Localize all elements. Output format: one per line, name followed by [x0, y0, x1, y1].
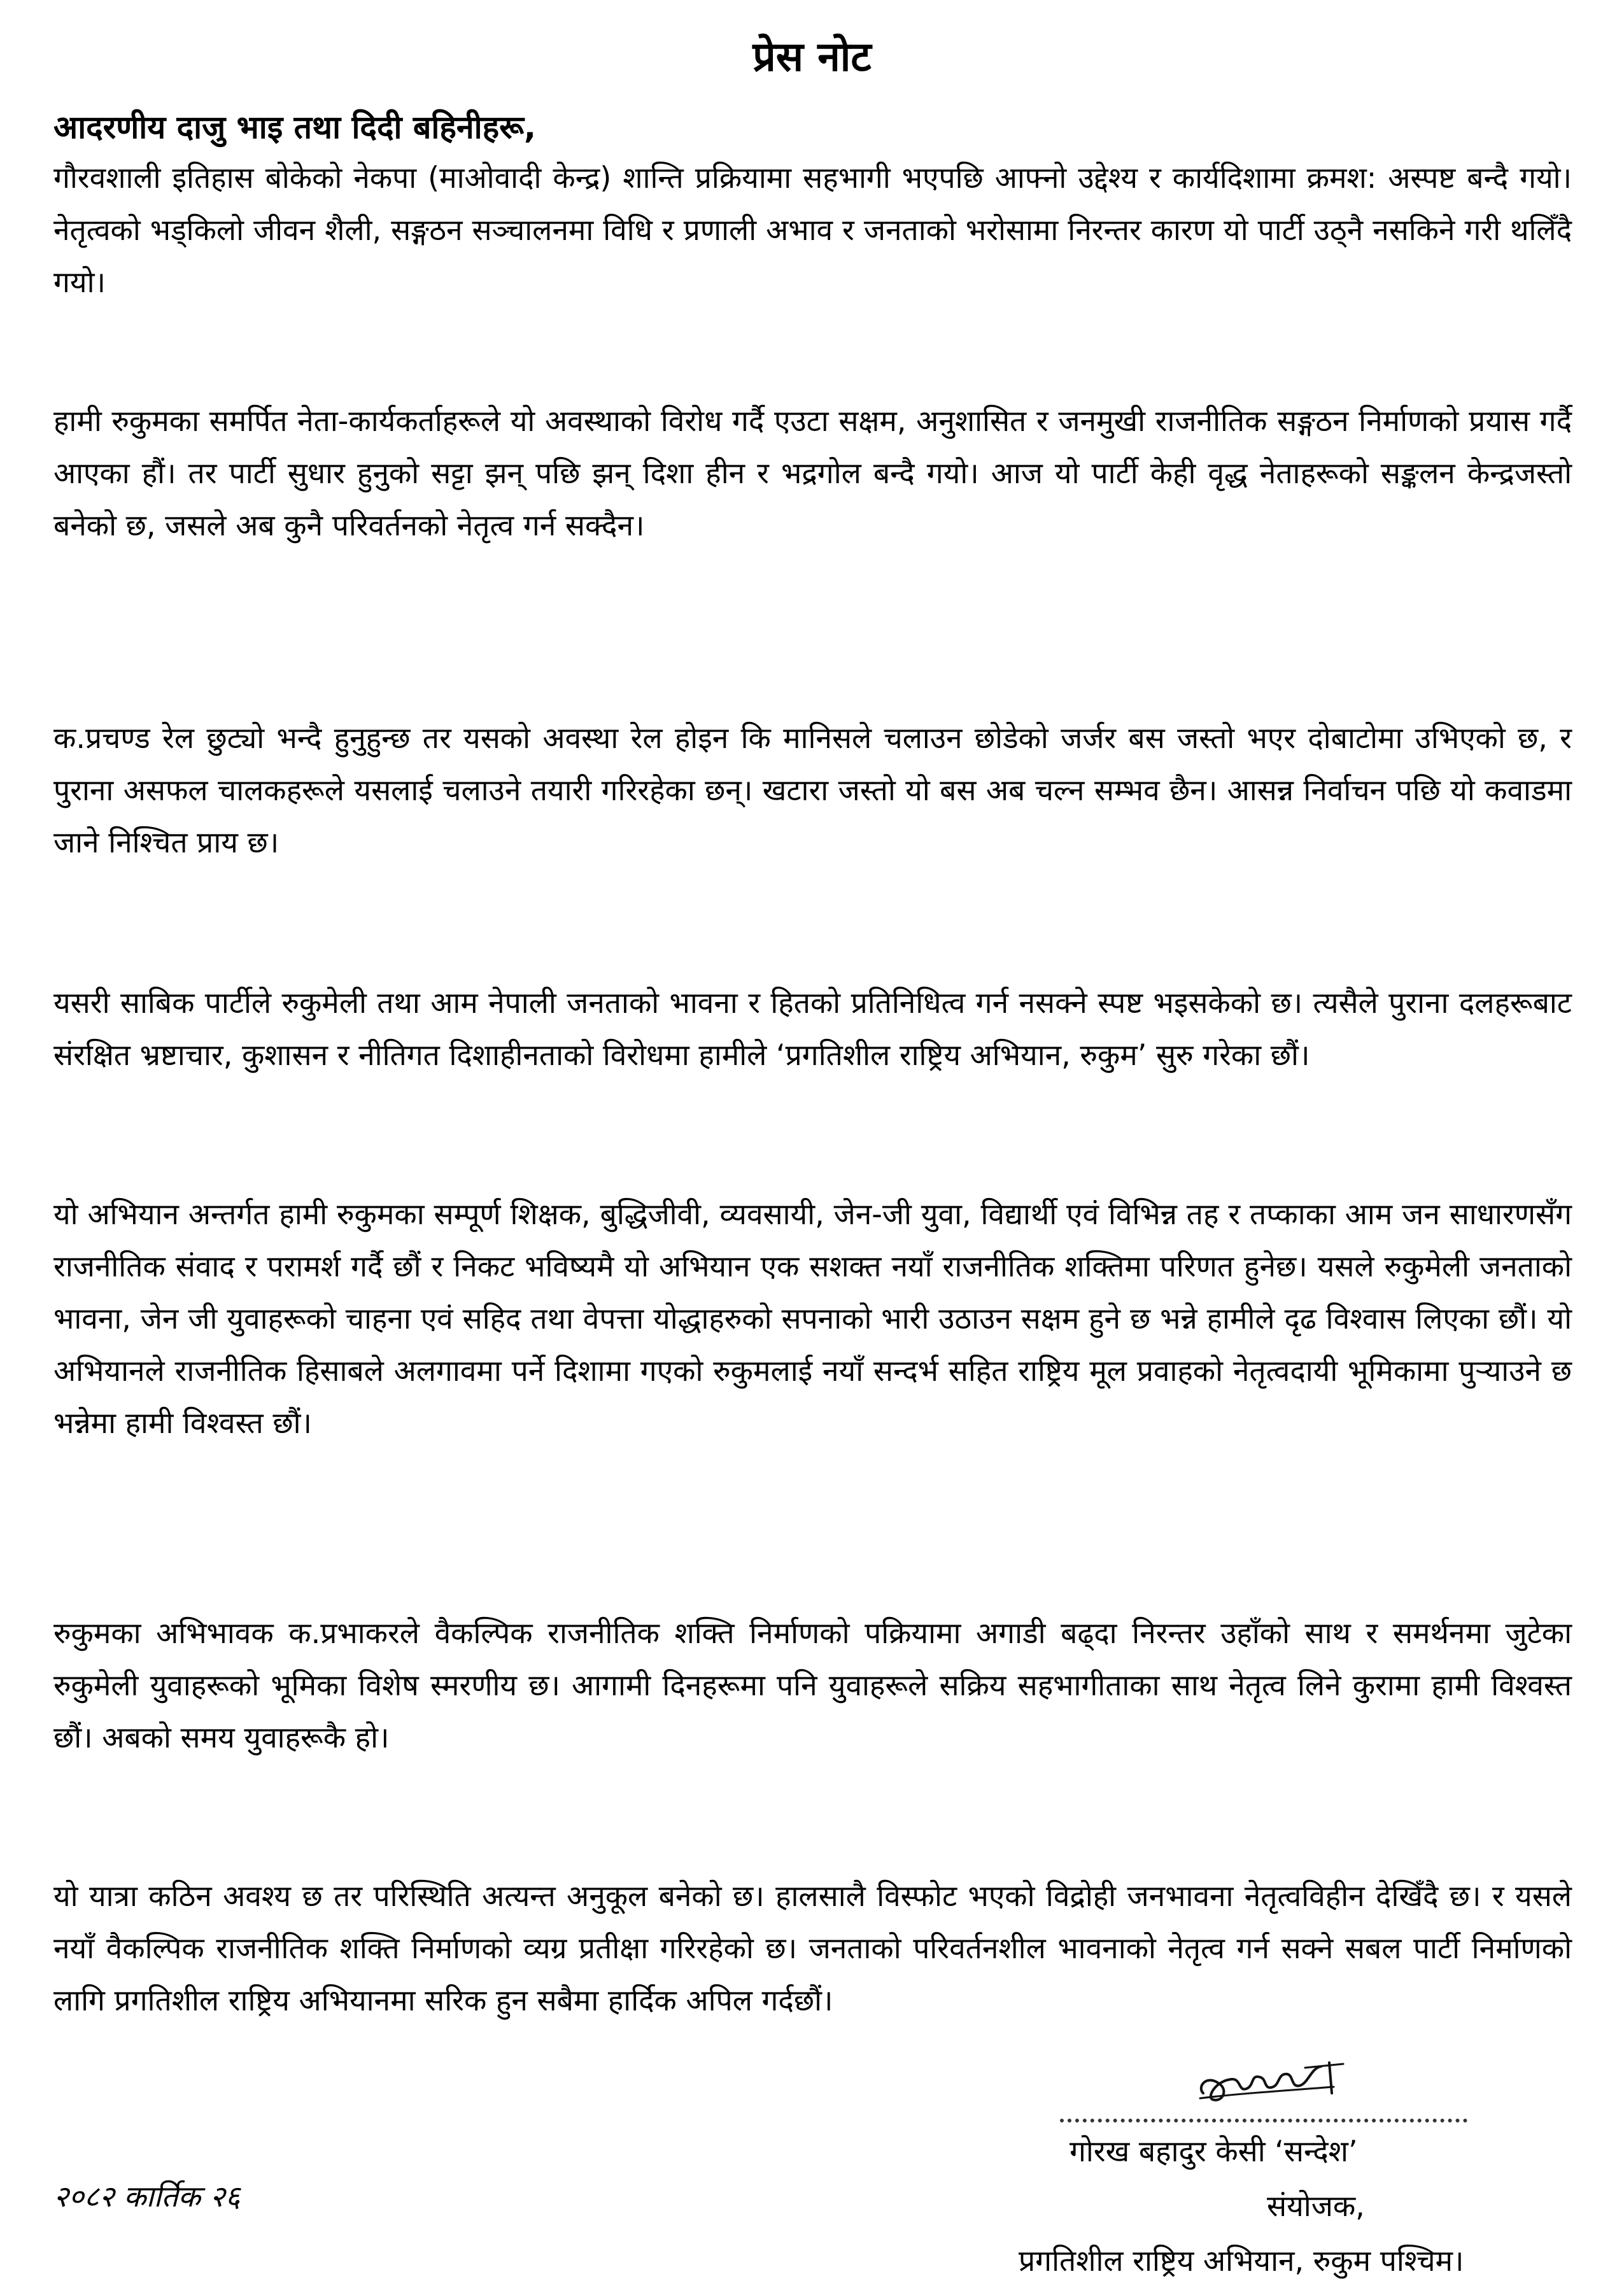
signature-line — [1060, 2119, 1467, 2122]
paragraph-1: गौरवशाली इतिहास बोकेको नेकपा (माओवादी केन्द्र) शान्ति प्रक्रियामा सहभागी भएपछि आफ्नो उद्देश्य र कार्यदिशामा क्रमश: अस्पष्ट बन्दै गयो। नेतृत्वको भड्किलो जीवन शैली, सङ्गठन सञ्चालनमा विधि र प्रणाली अभाव र जनताको भरोसामा निरन्तर कारण यो पार्टी उठ्नै नसकिने गरी थलिँदै गयो। — [53, 160, 1572, 299]
signer-role: संयोजक, — [1267, 2189, 1365, 2223]
signer-name: गोरख बहादुर केसी ‘सन्देश’ — [1070, 2134, 1358, 2168]
signer-organization: प्रगतिशील राष्ट्रिय अभियान, रुकुम पश्चिम। — [1019, 2243, 1464, 2278]
paragraph-6: रुकुमका अभिभावक क.प्रभाकरले वैकल्पिक राजनीतिक शक्ति निर्माणको पक्रियामा अगाडी बढ्दा निरन्तर उहाँको साथ र समर्थनमा जुटेका रुकुमेली युवाहरूको भूमिका विशेष स्मरणीय छ। आगामी दिनहरूमा पनि युवाहरूले सक्रिय सहभागीताका साथ नेतृत्व लिने कुरामा हामी विश्वस्त छौं। अबको समय युवाहरूकै हो। — [53, 1616, 1572, 1755]
paragraph-5: यो अभियान अन्तर्गत हामी रुकुमका सम्पूर्ण शिक्षक, बुद्धिजीवी, व्यवसायी, जेन-जी युवा, विद्यार्थी एवं विभिन्न तह र तप्काका आम जन साधारणसँग राजनीतिक संवाद र परामर्श गर्दै छौं र निकट भविष्यमै यो अभियान एक सशक्त नयाँ राजनीतिक शक्तिमा परिणत हुनेछ। यसले रुकुमेली जनताको भावना, जेन जी युवाहरूको चाहना एवं सहिद तथा वेपत्ता योद्धाहरुको सपनाको भारी उठाउन सक्षम हुने छ भन्ने हामीले दृढ विश्वास लिएका छौं। यो अभियानले राजनीतिक हिसाबले अलगावमा पर्ने दिशामा गएको रुकुमलाई नयाँ सन्दर्भ सहित राष्ट्रिय मूल प्रवाहको नेतृत्वदायी भूमिकामा पुर्‍याउने छ भन्नेमा हामी विश्वस्त छौं। — [53, 1197, 1572, 1440]
paragraph-3: क.प्रचण्ड रेल छुट्यो भन्दै हुनुहुन्छ तर यसको अवस्था रेल होइन कि मानिसले चलाउन छोडेको जर्जर बस जस्तो भएर दोबाटोमा उभिएको छ, र पुराना असफल चालकहरूले यसलाई चलाउने तयारी गरिरहेका छन्। खटारा जस्तो यो बस अब चल्न सम्भव छैन। आसन्न निर्वाचन पछि यो कवाडमा जाने निश्चित प्राय छ। — [53, 721, 1572, 859]
page-title: प्रेस नोट — [752, 34, 872, 81]
handwritten-signature — [1184, 2049, 1362, 2119]
paragraph-4: यसरी साबिक पार्टीले रुकुमेली तथा आम नेपाली जनताको भावना र हितको प्रतिनिधित्व गर्न नसक्ने स्पष्ट भइसकेको छ। त्यसैले पुराना दलहरूबाट संरक्षित भ्रष्टाचार, कुशासन र नीतिगत दिशाहीनताको विरोधमा हामीले ‘प्रगतिशील राष्ट्रिय अभियान, रुकुम’ सुरु गरेका छौं। — [53, 985, 1572, 1072]
paragraph-2: हामी रुकुमका समर्पित नेता-कार्यकर्ताहरूले यो अवस्थाको विरोध गर्दै एउटा सक्षम, अनुशासित र जनमुखी राजनीतिक सङ्गठन निर्माणको प्रयास गर्दै आएका हौं। तर पार्टी सुधार हुनुको सट्टा झन् पछि झन् दिशा हीन र भद्रगोल बन्दै गयो। आज यो पार्टी केही वृद्ध नेताहरूको सङ्कलन केन्द्रजस्तो बनेको छ, जसले अब कुनै परिवर्तनको नेतृत्व गर्न सक्दैन। — [53, 404, 1572, 542]
date: २०८२ कार्तिक २६ — [53, 2179, 241, 2214]
salutation: आदरणीय दाजु भाइ तथा दिदी बहिनीहरू, — [53, 109, 537, 146]
signer-block — [1019, 2124, 1579, 2288]
paragraph-7: यो यात्रा कठिन अवश्य छ तर परिस्थिति अत्यन्त अनुकूल बनेको छ। हालसालै विस्फोट भएको विद्रोही जनभावना नेतृत्वविहीन देखिँदै छ। र यसले नयाँ वैकल्पिक राजनीतिक शक्ति निर्माणको व्यग्र प्रतीक्षा गरिरहेको छ। जनताको परिवर्तनशील भावनाको नेतृत्व गर्न सक्ने सबल पार्टी निर्माणको लागि प्रगतिशील राष्ट्रिय अभियानमा सरिक हुन सबैमा हार्दिक अपिल गर्दछौं। — [53, 1879, 1572, 2017]
